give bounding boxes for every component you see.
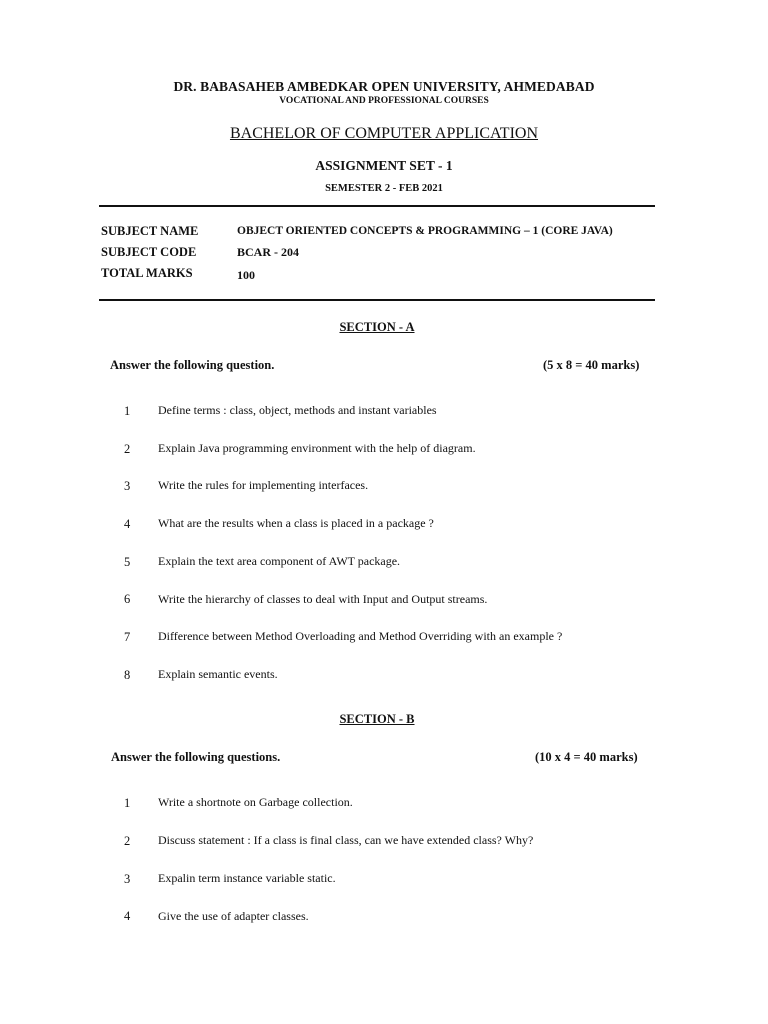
section-a-marks: (5 x 8 = 40 marks) (543, 358, 640, 372)
section-b-title: SECTION - B (339, 712, 415, 726)
question-text: Define terms : class, object, methods and instant variables (158, 403, 437, 417)
question-number: 1 (124, 796, 131, 810)
question-text: Explain Java programming environment with the help of diagram. (158, 441, 476, 455)
question-number: 4 (124, 909, 131, 923)
total-marks-value: 100 (237, 268, 255, 282)
top-divider (99, 205, 655, 207)
question-number: 4 (124, 517, 131, 531)
question-text: Write the rules for implementing interfaces. (158, 478, 369, 492)
question-number: 7 (124, 630, 131, 644)
question-text: Expalin term instance variable static. (158, 871, 336, 885)
subject-name-label: SUBJECT NAME (101, 224, 199, 238)
question-text: Explain semantic events. (158, 667, 278, 681)
assignment-set: ASSIGNMENT SET - 1 (315, 158, 453, 173)
section-a-instruction: Answer the following question. (110, 358, 275, 372)
question-text: What are the results when a class is placed in a package ? (158, 516, 434, 530)
total-marks-label: TOTAL MARKS (101, 266, 193, 280)
subject-code-value: BCAR - 204 (237, 245, 299, 259)
bottom-divider (99, 299, 655, 301)
subject-code-label: SUBJECT CODE (101, 245, 197, 259)
section-b-marks: (10 x 4 = 40 marks) (535, 750, 638, 764)
university-name: DR. BABASAHEB AMBEDKAR OPEN UNIVERSITY, AHMEDABAD (173, 79, 595, 94)
section-a-title: SECTION - A (339, 320, 415, 334)
question-text: Write a shortnote on Garbage collection. (158, 795, 353, 809)
question-number: 1 (124, 404, 131, 418)
question-number: 2 (124, 442, 131, 456)
section-b-instruction: Answer the following questions. (111, 750, 281, 764)
course-title: BACHELOR OF COMPUTER APPLICATION (229, 125, 539, 142)
question-text: Difference between Method Overloading and Method Overriding with an example ? (158, 629, 563, 643)
university-subtitle: VOCATIONAL AND PROFESSIONAL COURSES (279, 96, 489, 106)
question-number: 5 (124, 555, 131, 569)
question-text: Give the use of adapter classes. (158, 909, 309, 923)
question-number: 8 (124, 668, 131, 682)
question-number: 2 (124, 834, 131, 848)
question-number: 3 (124, 872, 131, 886)
semester-label: SEMESTER 2 - FEB 2021 (325, 183, 443, 194)
subject-name-value: OBJECT ORIENTED CONCEPTS & PROGRAMMING – 1 (CORE JAVA) (237, 225, 613, 237)
question-text: Discuss statement : If a class is final class, can we have extended class? Why? (158, 833, 534, 847)
question-number: 6 (124, 592, 131, 606)
question-text: Explain the text area component of AWT package. (158, 554, 401, 568)
question-text: Write the hierarchy of classes to deal with Input and Output streams. (158, 592, 488, 606)
question-number: 3 (124, 479, 131, 493)
